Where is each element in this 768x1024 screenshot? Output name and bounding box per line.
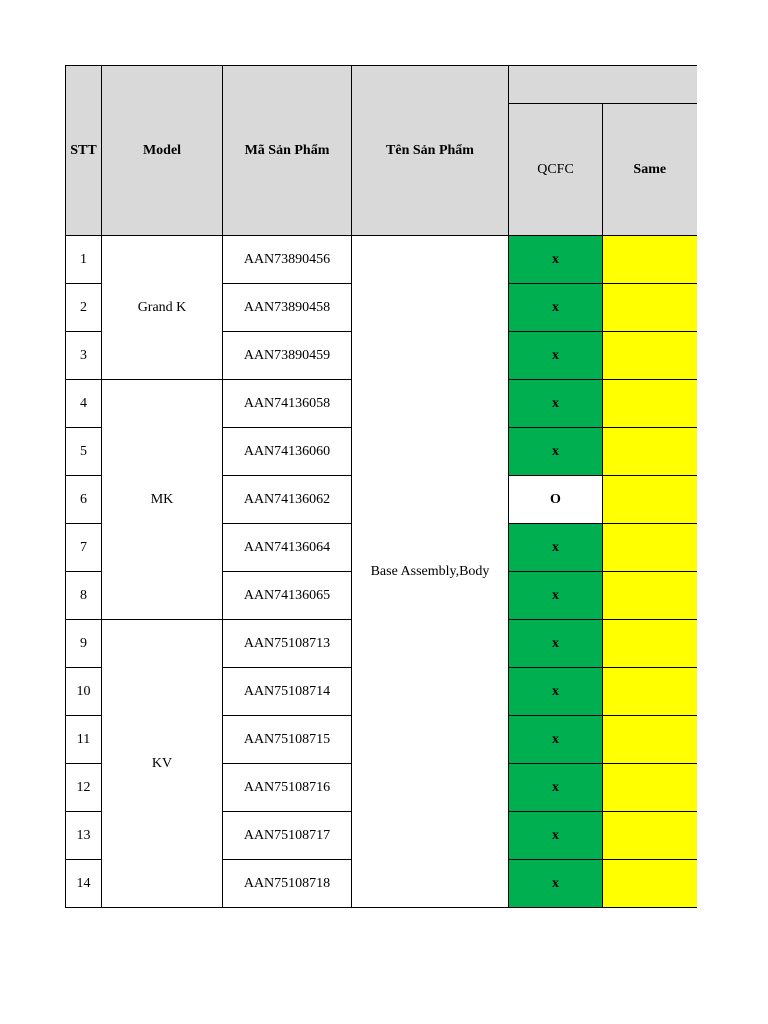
cell-stt: 3 xyxy=(66,332,102,380)
cell-same xyxy=(603,524,697,572)
cell-same xyxy=(603,620,697,668)
cell-ma-san-pham: AAN74136064 xyxy=(223,524,352,572)
cell-stt: 8 xyxy=(66,572,102,620)
cell-same xyxy=(603,476,697,524)
cell-same xyxy=(603,668,697,716)
cell-qcfc: x xyxy=(509,812,603,860)
table-body xyxy=(66,236,697,908)
cell-qcfc: x xyxy=(509,332,603,380)
header-qcfc: QCFC xyxy=(509,104,603,236)
cell-ma-san-pham: AAN74136058 xyxy=(223,380,352,428)
cell-same xyxy=(603,236,697,284)
cell-ma-san-pham: AAN75108714 xyxy=(223,668,352,716)
header-group-blank xyxy=(509,66,697,104)
cell-ma-san-pham: AAN75108717 xyxy=(223,812,352,860)
cell-ten-san-pham: Base Assembly,Body xyxy=(352,236,509,908)
cell-same xyxy=(603,284,697,332)
cell-same xyxy=(603,812,697,860)
cell-same xyxy=(603,860,697,908)
cell-stt: 2 xyxy=(66,284,102,332)
cell-qcfc: x xyxy=(509,428,603,476)
cell-ma-san-pham: AAN74136060 xyxy=(223,428,352,476)
cell-ma-san-pham: AAN75108715 xyxy=(223,716,352,764)
cell-qcfc: x xyxy=(509,668,603,716)
header-same: Same xyxy=(603,104,697,236)
cell-qcfc: x xyxy=(509,284,603,332)
cell-qcfc: x xyxy=(509,860,603,908)
cell-stt: 13 xyxy=(66,812,102,860)
cell-ma-san-pham: AAN75108713 xyxy=(223,620,352,668)
cell-stt: 7 xyxy=(66,524,102,572)
cell-stt: 12 xyxy=(66,764,102,812)
cell-same xyxy=(603,380,697,428)
cell-qcfc: x xyxy=(509,764,603,812)
cell-qcfc: x xyxy=(509,524,603,572)
cell-stt: 11 xyxy=(66,716,102,764)
cell-qcfc: x xyxy=(509,236,603,284)
cell-same xyxy=(603,572,697,620)
cell-ma-san-pham: AAN73890459 xyxy=(223,332,352,380)
cell-qcfc: O xyxy=(509,476,603,524)
cell-model: KV xyxy=(102,620,223,908)
cell-qcfc: x xyxy=(509,620,603,668)
cell-stt: 5 xyxy=(66,428,102,476)
cell-stt: 4 xyxy=(66,380,102,428)
header-stt: STT xyxy=(66,66,102,236)
cell-same xyxy=(603,428,697,476)
cell-ma-san-pham: AAN75108716 xyxy=(223,764,352,812)
cell-stt: 10 xyxy=(66,668,102,716)
cell-qcfc: x xyxy=(509,716,603,764)
table-row xyxy=(66,236,697,284)
header-ten-san-pham: Tên Sản Phẩm xyxy=(352,66,509,236)
cell-same xyxy=(603,716,697,764)
header-model: Model xyxy=(102,66,223,236)
cell-stt: 14 xyxy=(66,860,102,908)
cell-same xyxy=(603,332,697,380)
cell-model: MK xyxy=(102,380,223,620)
cell-stt: 6 xyxy=(66,476,102,524)
cell-stt: 1 xyxy=(66,236,102,284)
cell-stt: 9 xyxy=(66,620,102,668)
cell-ma-san-pham: AAN74136062 xyxy=(223,476,352,524)
cell-qcfc: x xyxy=(509,572,603,620)
header-ma-san-pham: Mã Sản Phẩm xyxy=(223,66,352,236)
cell-qcfc: x xyxy=(509,380,603,428)
cell-ma-san-pham: AAN74136065 xyxy=(223,572,352,620)
cell-ma-san-pham: AAN75108718 xyxy=(223,860,352,908)
cell-same xyxy=(603,764,697,812)
product-table xyxy=(65,65,697,908)
cell-ma-san-pham: AAN73890458 xyxy=(223,284,352,332)
cell-model: Grand K xyxy=(102,236,223,380)
cell-ma-san-pham: AAN73890456 xyxy=(223,236,352,284)
